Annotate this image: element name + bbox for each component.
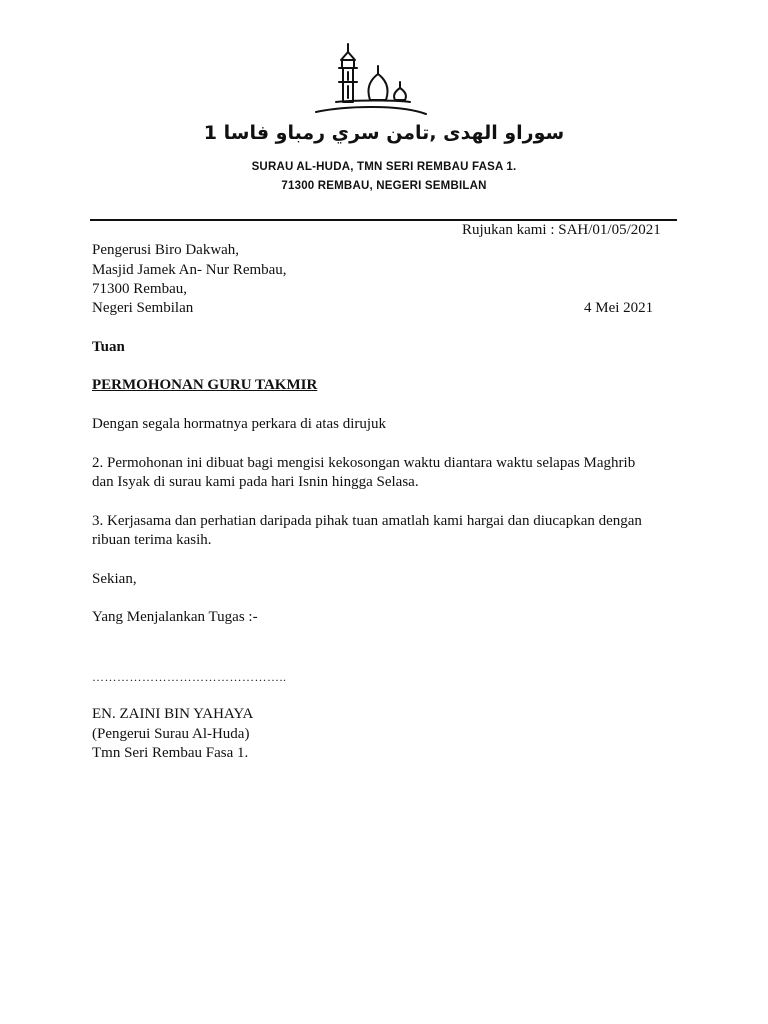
paragraph-3-line-2: ribuan terima kasih. [92, 532, 212, 548]
salutation: Tuan [92, 339, 125, 355]
letter-subject: PERMOHONAN GURU TAKMIR [92, 377, 318, 393]
mosque-logo-icon [314, 42, 428, 124]
paragraph-3-line-1: 3. Kerjasama dan perhatian daripada pihak tuan amatlah kami hargai dan diucapkan dengan [92, 513, 642, 529]
letterhead-name-line: SURAU AL-HUDA, TMN SERI REMBAU FASA 1. [251, 161, 517, 173]
recipient-line-2: Masjid Jamek An- Nur Rembau, [92, 262, 287, 278]
paragraph-2-line-2: dan Isyak di surau kami pada hari Isnin hingga Selasa. [92, 474, 419, 490]
letterhead-arabic-name: سوراو الهدى ,تامن سري رمباو فاسا 1 [203, 122, 565, 144]
recipient-line-1: Pengerusi Biro Dakwah, [92, 242, 240, 258]
reference-number: Rujukan kami : SAH/01/05/2021 [462, 222, 661, 238]
duty-line: Yang Menjalankan Tugas :- [92, 609, 258, 625]
recipient-line-3: 71300 Rembau, [92, 281, 187, 297]
signatory-place: Tmn Seri Rembau Fasa 1. [92, 745, 249, 761]
closing: Sekian, [92, 571, 137, 587]
signature-line: ……………………………………….. [92, 670, 287, 684]
signatory-title: (Pengerui Surau Al-Huda) [92, 726, 250, 742]
paragraph-2-line-1: 2. Permohonan ini dibuat bagi mengisi kekosongan waktu diantara waktu selapas Maghrib [92, 455, 636, 471]
signatory-name: EN. ZAINI BIN YAHAYA [92, 706, 254, 722]
letter-date: 4 Mei 2021 [584, 300, 654, 316]
paragraph-1: Dengan segala hormatnya perkara di atas dirujuk [92, 416, 387, 432]
recipient-line-4: Negeri Sembilan [92, 300, 194, 316]
letterhead-address-line: 71300 REMBAU, NEGERI SEMBILAN [281, 180, 487, 192]
